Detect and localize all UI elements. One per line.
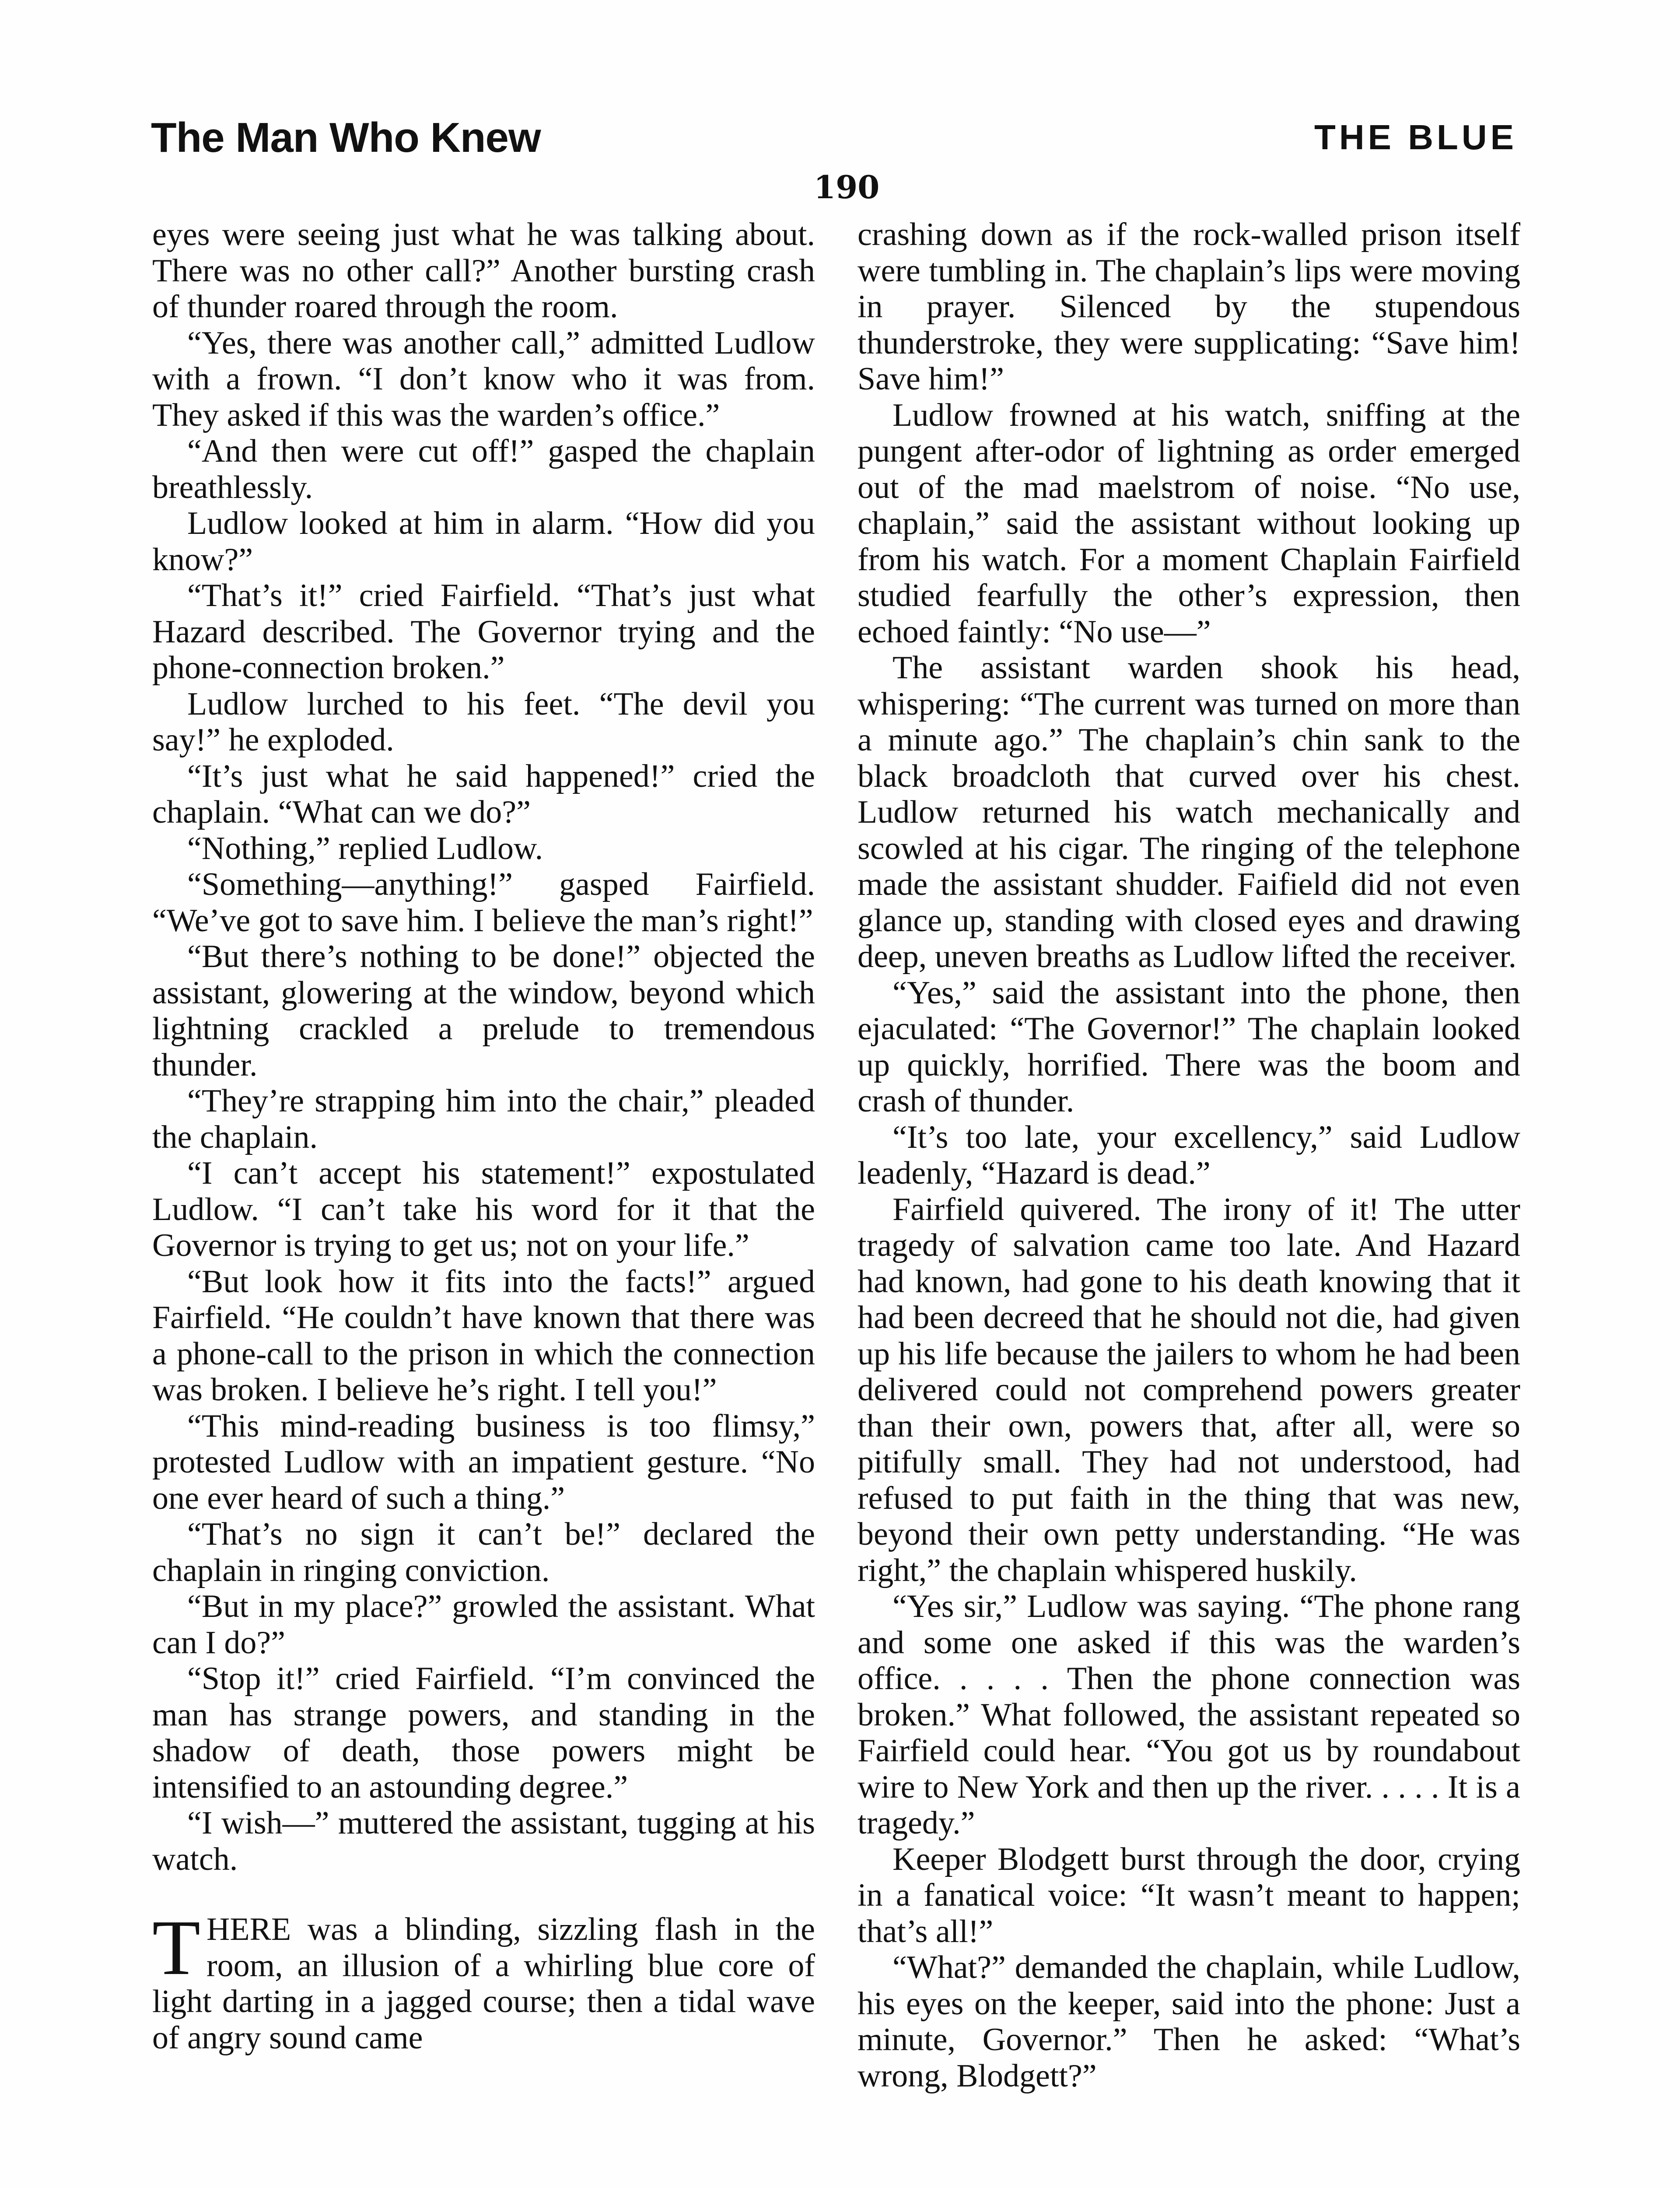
paragraph: “And then were cut off!” gasped the chaplain breathlessly. xyxy=(152,433,815,505)
paragraph: Ludlow looked at him in alarm. “How did you know?” xyxy=(152,505,815,578)
paragraph: eyes were seeing just what he was talking about. There was no other call?” Another bursting crash of thunder roared through the room. xyxy=(152,217,815,325)
paragraph: “It’s just what he said happened!” cried the chaplain. “What can we do?” xyxy=(152,758,815,830)
paragraph: The assistant warden shook his head, whispering: “The current was turned on more than a minute ago.” The chaplain’s chin sank to the black broadcloth that curved over his chest. Ludlow returned his watch mechanically and scowled at his cigar. The ringing of the telephone made the assistant shudder. Faifield did not even glance up, standing with closed eyes and drawing deep, uneven breaths as Ludlow lifted the receiver. xyxy=(858,650,1520,975)
paragraph: “Something—anything!” gasped Fairfield. “We’ve got to save him. I believe the man’s right!” xyxy=(152,866,815,939)
paragraph: “They’re strapping him into the chair,” pleaded the chaplain. xyxy=(152,1083,815,1155)
right-text-column xyxy=(858,217,1520,2094)
paragraph: Fairfield quivered. The irony of it! The utter tragedy of salvation came too late. And Hazard had known, had gone to his death knowing that it had been decreed that he should not die, had given up his life because the jailers to whom he had been delivered could not comprehend powers greater than their own, powers that, after all, were so pitifully small. They had not understood, had refused to put faith in the thing that was new, beyond their own petty understanding. “He was right,” the chaplain whispered huskily. xyxy=(858,1191,1520,1588)
page-number: 190 xyxy=(814,168,880,206)
paragraph: “But in my place?” growled the assistant. What can I do?” xyxy=(152,1588,815,1661)
magazine-section-title: THE BLUE xyxy=(1314,118,1517,157)
paragraph: “Yes,” said the assistant into the phone, then ejaculated: “The Governor!” The chaplain looked up quickly, horrified. There was the boom and crash of thunder. xyxy=(858,975,1520,1119)
paragraph: Ludlow lurched to his feet. “The devil you say!” he exploded. xyxy=(152,686,815,758)
paragraph: “Nothing,” replied Ludlow. xyxy=(187,830,543,866)
paragraph: “This mind-reading business is too flimsy,” protested Ludlow with an impatient gesture. “No one ever heard of such a thing.” xyxy=(152,1408,815,1516)
paragraph: “It’s too late, your excellency,” said Ludlow leadenly, “Hazard is dead.” xyxy=(858,1119,1520,1191)
left-text-column xyxy=(152,217,815,2056)
dropcap-paragraph xyxy=(152,1904,815,2056)
paragraph: “But there’s nothing to be done!” objected the assistant, glowering at the window, beyond which lightning crackled a prelude to tremendous thunder. xyxy=(152,939,815,1083)
paragraph: “I can’t accept his statement!” expostulated Ludlow. “I can’t take his word for it that the Governor is trying to get us; not on your life.” xyxy=(152,1155,815,1263)
paragraph: crashing down as if the rock-walled prison itself were tumbling in. The chaplain’s lips were moving in prayer. Silenced by the stupendous thunderstroke, they were supplicating: “Save him! Save him!” xyxy=(858,217,1520,397)
paragraph: Ludlow frowned at his watch, sniffing at the pungent after-odor of lightning as order emerged out of the mad maelstrom of noise. “No use, chaplain,” said the assistant without looking up from his watch. For a moment Chaplain Fairfield studied fearfully the other’s expression, then echoed faintly: “No use—” xyxy=(858,397,1520,650)
paragraph: “Yes sir,” Ludlow was saying. “The phone rang and some one asked if this was the warden’s office. . . . . Then the phone connection was broken.” What followed, the assistant repeated so Fairfield could hear. “You got us by roundabout wire to New York and then up the river. . . . . It is a tragedy.” xyxy=(858,1588,1520,1841)
paragraph: Keeper Blodgett burst through the door, crying in a fanatical voice: “It wasn’t meant to happen; that’s all!” xyxy=(858,1841,1520,1950)
dropcap-paragraph-text: HERE was a blinding, sizzling flash in the room, an illusion of a whirling blue core of light darting in a jagged course; then a tidal wave of angry sound came xyxy=(152,1911,815,2056)
paragraph: “Stop it!” cried Fairfield. “I’m convinced the man has strange powers, and standing in the shadow of death, those powers might be intensified to an astounding degree.” xyxy=(152,1661,815,1805)
story-title: The Man Who Knew xyxy=(151,114,541,161)
paragraph: “But look how it fits into the facts!” argued Fairfield. “He couldn’t have known that there was a phone-call to the prison in which the connection was broken. I believe he’s right. I tell you!” xyxy=(152,1263,815,1408)
paragraph: “That’s it!” cried Fairfield. “That’s just what Hazard described. The Governor trying and the phone-connection broken.” xyxy=(152,578,815,686)
paragraph: “Yes, there was another call,” admitted Ludlow with a frown. “I don’t know who it was from. They asked if this was the warden’s office.” xyxy=(152,325,815,433)
dropcap-letter: T xyxy=(152,1904,200,1991)
paragraph: “That’s no sign it can’t be!” declared the chaplain in ringing conviction. xyxy=(152,1516,815,1588)
paragraph: “What?” demanded the chaplain, while Ludlow, his eyes on the keeper, said into the phone: Just a minute, Governor.” Then he asked: “What’s wrong, Blodgett?” xyxy=(858,1950,1520,2094)
paragraph: “I wish—” muttered the assistant, tugging at his watch. xyxy=(152,1805,815,1877)
